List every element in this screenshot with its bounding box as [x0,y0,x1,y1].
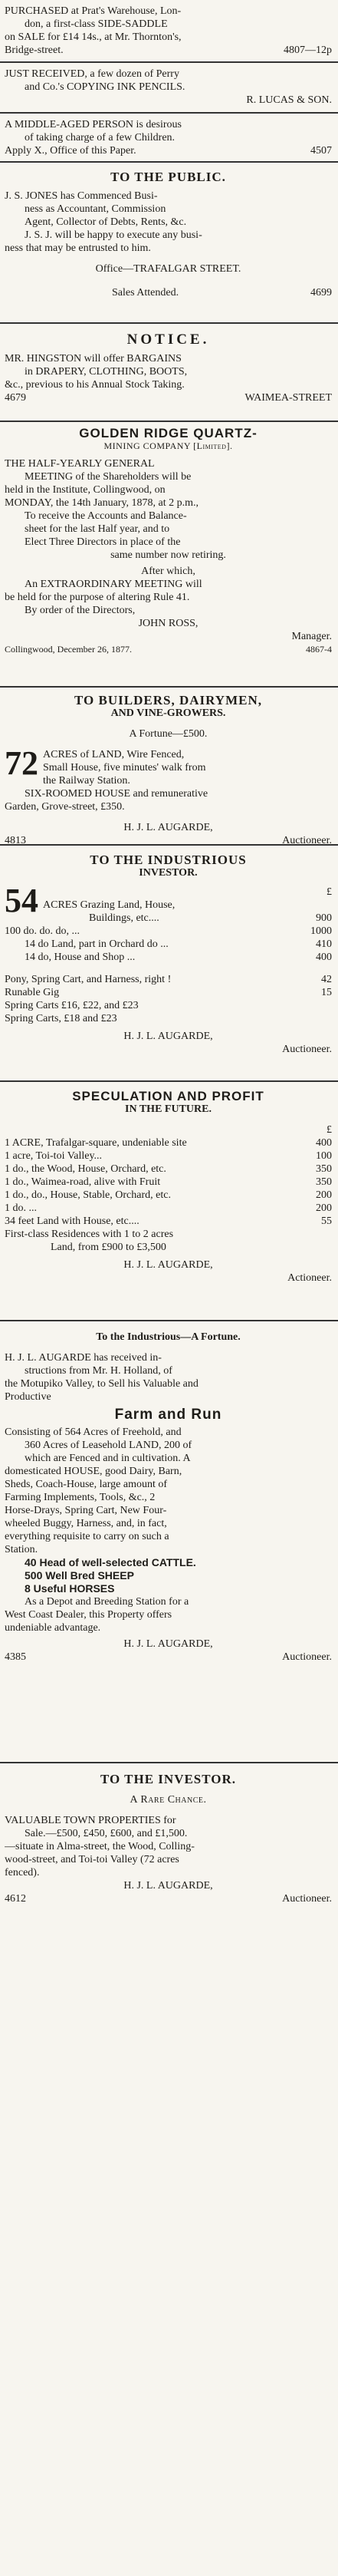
ad-amount: 1000 [310,925,332,937]
ad-text: Consisting of 564 Acres of Freehold, and [5,1427,182,1438]
ad-title: Actioneer. [287,1272,332,1284]
ad-heading: GOLDEN RIDGE QUARTZ- [79,427,258,440]
ad-signature: JOHN ROSS, [138,618,199,629]
ad-reference: 4385 [5,1651,26,1663]
ad-heading: TO THE PUBLIC. [110,170,226,183]
ad-amount: 200 [316,1202,332,1214]
ad-reference: 4813 [5,835,26,846]
ad-text: Apply X., Office of this Paper. [5,145,136,157]
ad-address: WAIMEA-STREET [244,392,332,404]
ad-heading: To the Industrious—A Fortune. [96,1331,241,1343]
ad-subheading: A Fortune—£500. [129,728,208,740]
ad-subheading: IN THE FUTURE. [125,1103,212,1115]
ad-title: Auctioneer. [282,1651,332,1663]
column-rule [0,686,338,688]
ad-currency-unit: £ [327,886,332,898]
ad-text: First-class Residences with 1 to 2 acres [5,1229,174,1240]
ad-js-jones [0,170,338,299]
ad-text: Spring Carts £16, £22, and £23 [5,1000,139,1011]
ad-amount: 350 [316,1163,332,1175]
ad-heading: TO THE INVESTOR. [100,1773,237,1786]
column-rule [0,421,338,422]
ad-text: &c., previous to his Annual Stock Taking. [5,379,185,391]
ad-amount: 400 [316,952,332,963]
ad-signature: H. J. L. AUGARDE, [123,1638,213,1650]
ad-subheading: AND VINE-GROWERS. [110,707,226,719]
column-rule [0,161,338,163]
column-rule [0,112,338,114]
ad-middle-aged-person [0,118,338,157]
ad-amount: 55 [321,1215,332,1227]
ad-text: which are Fenced and in cultivation. A [25,1453,191,1464]
ad-text: —situate in Alma-street, the Wood, Colling- [5,1841,195,1852]
ad-text: H. J. L. AUGARDE has received in- [5,1352,162,1364]
ad-text: the Motupiko Valley, to Sell his Valuable and [5,1378,199,1390]
ad-text: MONDAY, the 14th January, 1878, at 2 p.m., [5,497,199,509]
ad-large-number: 54 [5,882,38,919]
column-rule [0,1762,338,1763]
ad-reference: 4699 [310,287,332,298]
ad-signature: H. J. L. AUGARDE, [123,1259,213,1271]
ad-to-the-investor [0,1773,338,1905]
ad-text: MEETING of the Shareholders will be [25,471,192,483]
ad-signature: R. LUCAS & SON. [246,94,332,106]
ad-signature: H. J. L. AUGARDE, [123,822,213,833]
ad-amount: 100 [316,1150,332,1162]
ad-text: Agent, Collector of Debts, Rents, &c. [25,216,187,228]
ad-amount: 200 [316,1189,332,1201]
ad-notice-hingston [0,333,338,404]
ad-text: sheet for the last Half year, and to [25,523,170,535]
ad-text: As a Depot and Breeding Station for a [25,1596,189,1608]
ad-text: Sheds, Coach-House, large amount of [5,1479,168,1490]
ad-text: To receive the Accounts and Balance- [25,510,187,522]
ad-item: 14 do, House and Shop ... [25,952,136,963]
ad-text: West Coast Dealer, this Property offers [5,1609,172,1621]
column-rule [0,322,338,324]
ad-reference: 4867-4 [306,644,332,655]
ad-address: Office—TRAFALGAR STREET. [95,263,241,275]
ad-subheading: A Rare Chance. [130,1794,207,1806]
ad-item: 1 ACRE, Trafalgar-square, undeniable site [5,1137,187,1149]
ad-text: ACRES of LAND, Wire Fenced, [43,749,185,760]
ad-amount: 42 [321,974,332,985]
ad-currency-unit: £ [327,1124,332,1136]
ad-heading: TO THE INDUSTRIOUS [90,853,247,866]
ad-text: VALUABLE TOWN PROPERTIES for [5,1815,176,1826]
ad-title: Auctioneer. [282,1893,332,1905]
ad-item: 34 feet Land with House, etc.... [5,1215,139,1227]
ad-text: wood-street, and Toi-toi Valley (72 acres [5,1854,179,1865]
column-rule [0,1320,338,1321]
ad-date: Collingwood, December 26, 1877. [5,644,132,655]
ad-reference: 4679 [5,392,26,404]
ad-reference: 4807—12p [284,45,332,56]
ad-text: Productive [5,1391,51,1403]
ad-text: MR. HINGSTON will offer BARGAINS [5,353,182,364]
ad-text: and Co.'s COPYING INK PENCILS. [25,81,185,93]
column-rule [0,1080,338,1082]
ad-heading: TO BUILDERS, DAIRYMEN, [74,694,262,707]
ad-text: Sale.—£500, £450, £600, and £1,500. [25,1828,188,1839]
ad-speculation-profit [0,1090,338,1285]
ad-text: the Railway Station. [43,775,130,787]
ad-item: 1 acre, Toi-toi Valley... [5,1150,103,1162]
ad-text: J. S. JONES has Commenced Busi- [5,190,158,202]
ad-reference: 4612 [5,1893,26,1905]
ad-item: Pony, Spring Cart, and Harness, right ! [5,974,172,985]
ad-text: Bridge-street. [5,45,64,56]
ad-item: 1 do. ... [5,1202,37,1214]
ad-title: Auctioneer. [282,1044,332,1055]
ad-title: Auctioneer. [282,835,332,846]
ad-text: of taking charge of a few Children. [25,132,176,143]
ad-heading: SPECULATION AND PROFIT [72,1090,264,1103]
ad-text: same number now retiring. [110,549,226,561]
ad-item: 1 do., Waimea-road, alive with Fruit [5,1176,161,1188]
ad-large-number: 72 [5,744,38,782]
ad-text: 360 Acres of Leasehold LAND, 200 of [25,1440,192,1451]
column-rule [0,844,338,846]
ad-text: on SALE for £14 14s., at Mr. Thornton's, [5,31,182,43]
ad-item: 1 do., the Wood, House, Orchard, etc. [5,1163,166,1175]
column-rule [0,61,338,63]
ad-subheading: MINING COMPANY [Limited]. [103,440,233,451]
ad-text: After which, [141,566,195,577]
ad-item: Runable Gig [5,987,60,998]
ad-text: be held for the purpose of altering Rule 41. [5,592,190,603]
ad-reference: 4507 [310,145,332,157]
ad-stock-item: 40 Head of well-selected CATTLE. [25,1556,196,1568]
ad-text: Elect Three Directors in place of the [25,536,181,548]
ad-builders-dairymen [0,694,338,847]
ad-text: A MIDDLE-AGED PERSON is desirous [5,119,182,130]
ad-text: in DRAPERY, CLOTHING, BOOTS, [25,366,188,378]
ad-text: Sales Attended. [112,287,179,298]
ad-amount [301,899,332,912]
ad-text: Land, from £900 to £3,500 [51,1242,166,1253]
ad-stock-item: 500 Well Bred SHEEP [25,1569,134,1582]
ad-amount: 900 [316,912,332,924]
ad-text: Garden, Grove-street, £350. [5,801,125,813]
ad-item: Buildings, etc.... [89,912,159,924]
ad-item: 14 do Land, part in Orchard do ... [25,938,169,950]
ad-industrious-investor [0,853,338,1056]
ad-text: wheeled Buggy, Harness, and, in fact, [5,1518,167,1529]
ad-text: ness as Accountant, Commission [25,203,166,215]
ad-text: PURCHASED at Prat's Warehouse, Lon- [5,5,182,17]
ad-amount: 350 [316,1176,332,1188]
ad-feature-heading: Farm and Run [114,1408,222,1421]
ad-signature: H. J. L. AUGARDE, [123,1031,213,1042]
ad-text: THE HALF-YEARLY GENERAL [5,458,155,470]
ad-side-saddle [0,5,338,57]
ad-amount: 410 [316,938,332,950]
ad-copying-pencils [0,68,338,107]
ad-subheading: INVESTOR. [139,867,198,879]
ad-signature: H. J. L. AUGARDE, [123,1880,213,1892]
ad-text: By order of the Directors, [25,605,136,616]
ad-text: ness that may be entrusted to him. [5,242,151,254]
ad-text: Farming Implements, Tools, &c., 2 [5,1492,156,1503]
ad-item: 1 do., do., House, Stable, Orchard, etc. [5,1189,171,1201]
ad-text: Horse-Drays, Spring Cart, New Four- [5,1505,167,1516]
ad-text: Spring Carts, £18 and £23 [5,1013,117,1024]
ad-text: domesticated HOUSE, good Dairy, Barn, [5,1466,182,1477]
ad-text: structions from Mr. H. Holland, of [25,1365,172,1377]
ad-amount: 15 [321,987,332,998]
ad-item: 100 do. do. do, ... [5,925,80,937]
ad-heading: NOTICE. [126,333,210,346]
ad-text: undeniable advantage. [5,1622,101,1634]
ad-title: Manager. [291,631,332,642]
ad-text: Station. [5,1544,38,1555]
ad-farm-and-run [0,1331,338,1664]
ad-golden-ridge [0,427,338,656]
ad-text: SIX-ROOMED HOUSE and remunerative [25,788,208,800]
ad-text: don, a first-class SIDE-SADDLE [25,18,168,30]
ad-text: J. S. J. will be happy to execute any busi- [25,229,202,241]
ad-text: everything requisite to carry on such a [5,1531,169,1542]
ad-text: JUST RECEIVED, a few dozen of Perry [5,68,179,80]
ad-text: An EXTRAORDINARY MEETING will [25,579,202,590]
ad-item: ACRES Grazing Land, House, [43,899,176,911]
ad-text: held in the Institute, Collingwood, on [5,484,166,496]
ad-stock-item: 8 Useful HORSES [25,1582,115,1595]
ad-text: fenced). [5,1867,40,1878]
ad-amount: 400 [316,1137,332,1149]
ad-text: Small House, five minutes' walk from [43,762,206,773]
